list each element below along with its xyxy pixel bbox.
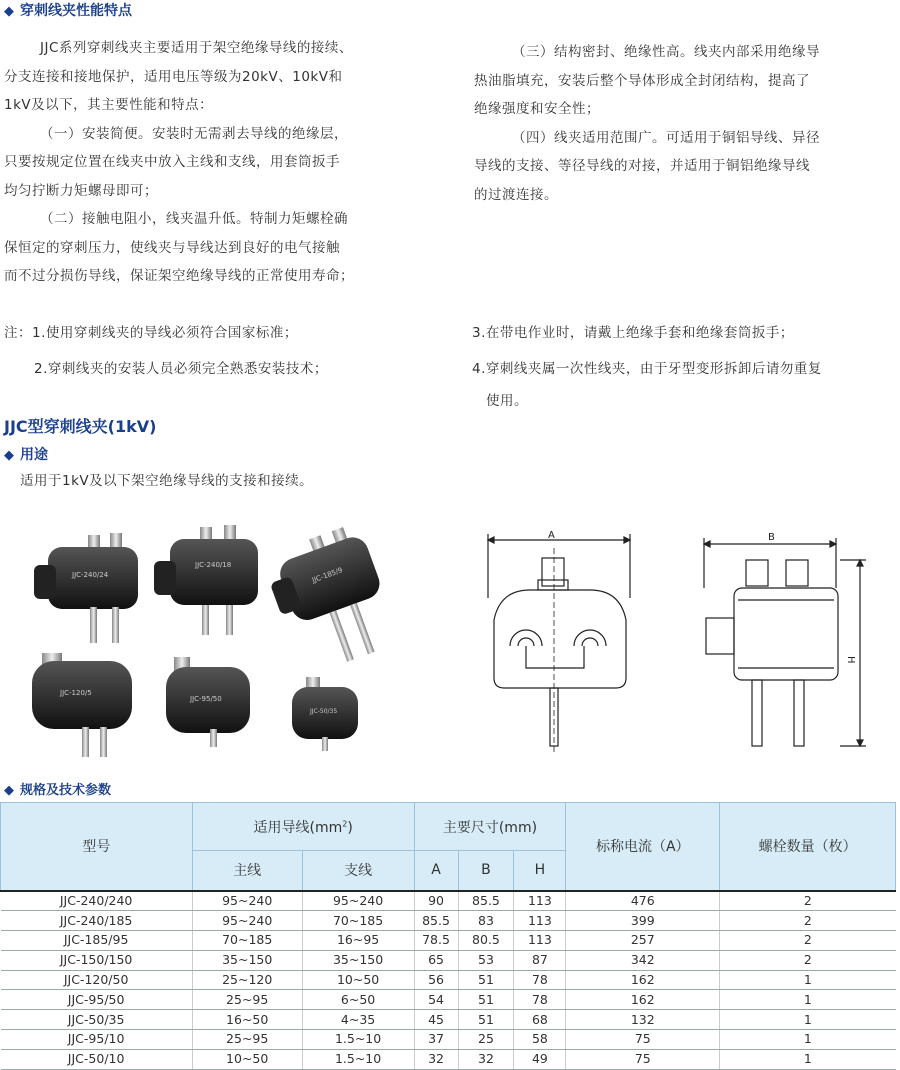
table-cell: JJC-95/50: [1, 990, 193, 1010]
table-cell: 54: [414, 990, 458, 1010]
table-cell: 75: [566, 1049, 720, 1069]
table-cell: 37: [414, 1030, 458, 1050]
left-line-9: 而不过分损伤导线，保证架空绝缘导线的正常使用寿命；: [4, 268, 354, 284]
header-dim-a: A: [414, 851, 458, 891]
table-cell: JJC-185/95: [1, 931, 193, 951]
table-cell: 51: [458, 990, 514, 1010]
table-row: [1, 1049, 896, 1069]
left-line-7: （二）接触电阻小，线夹温升低。特制力矩螺栓确: [40, 211, 348, 227]
product-heading: JJC型穿刺线夹(1kV): [4, 417, 157, 436]
table-cell: 6~50: [302, 990, 414, 1010]
table-cell: 1.5~10: [302, 1049, 414, 1069]
table-row: [1, 950, 896, 970]
table-cell: 68: [514, 1010, 566, 1030]
table-cell: 113: [514, 911, 566, 931]
left-line-5: 只要按规定位置在线夹中放入主线和支线，用套筒扳手: [4, 154, 340, 170]
table-cell: 1.5~10: [302, 1030, 414, 1050]
table-cell: 132: [566, 1010, 720, 1030]
note-1: 注：1.使用穿刺线夹的导线必须符合国家标准；: [4, 325, 298, 341]
left-line-1: JJC系列穿刺线夹主要适用于架空绝缘导线的接续、: [40, 40, 353, 56]
table-cell: 70~185: [192, 931, 302, 951]
table-cell: JJC-95/10: [1, 1030, 193, 1050]
table-cell: JJC-240/240: [1, 891, 193, 911]
side-view-drawing: [690, 528, 870, 758]
right-column: [474, 38, 820, 209]
header-model: 型号: [1, 803, 193, 891]
header-wire-sup: 2: [342, 818, 348, 828]
table-cell: 51: [458, 970, 514, 990]
note-4-cont: 使用。: [486, 393, 528, 409]
table-cell: 65: [414, 950, 458, 970]
table-cell: 87: [514, 950, 566, 970]
header-main-wire: 主线: [192, 851, 302, 891]
table-cell: JJC-150/150: [1, 950, 193, 970]
dim-label-b: B: [768, 532, 775, 543]
table-cell: 75: [566, 1030, 720, 1050]
table-cell: 32: [414, 1049, 458, 1069]
table-cell: 2: [720, 891, 896, 911]
header-current: 标称电流（A）: [566, 803, 720, 891]
table-cell: 10~50: [192, 1049, 302, 1069]
table-cell: 70~185: [302, 911, 414, 931]
header-bolts: 螺栓数量（枚）: [720, 803, 896, 891]
table-cell: 35~150: [192, 950, 302, 970]
table-cell: 113: [514, 931, 566, 951]
right-line-5: 导线的支接、等径导线的对接，并适用于铜铝绝缘导线: [474, 158, 810, 174]
front-view-drawing: [480, 528, 640, 758]
spec-table-body: [1, 891, 896, 1070]
header-branch-wire: 支线: [302, 851, 414, 891]
table-cell: 95~240: [302, 891, 414, 911]
clamp-photo-4: [32, 653, 132, 757]
dim-label-h: H: [845, 656, 856, 664]
clamp-label-4: JJC-120/5: [60, 689, 92, 697]
table-cell: 80.5: [458, 931, 514, 951]
table-cell: 342: [566, 950, 720, 970]
table-cell: 2: [720, 911, 896, 931]
clamp-label-1: JJC-240/24: [72, 571, 109, 579]
usage-heading-text: 用途: [20, 447, 48, 463]
diamond-bullet-icon: ◆: [4, 4, 14, 19]
table-cell: 476: [566, 891, 720, 911]
right-line-1: （三）结构密封、绝缘性高。线夹内部采用绝缘导: [512, 44, 820, 60]
table-cell: JJC-120/50: [1, 970, 193, 990]
clamp-label-3: JJC-185/9: [311, 566, 344, 585]
note-2: 2.穿刺线夹的安装人员必须完全熟悉安装技术；: [34, 361, 328, 377]
table-cell: JJC-50/10: [1, 1049, 193, 1069]
table-cell: JJC-50/35: [1, 1010, 193, 1030]
header-wire: [192, 803, 414, 851]
table-cell: 95~240: [192, 911, 302, 931]
table-cell: 56: [414, 970, 458, 990]
header-dim-b: B: [458, 851, 514, 891]
table-cell: 1: [720, 1030, 896, 1050]
spec-table: [0, 802, 896, 1070]
usage-text: 适用于1kV及以下架空绝缘导线的支接和接续。: [20, 473, 314, 489]
table-row: [1, 911, 896, 931]
table-cell: 35~150: [302, 950, 414, 970]
right-line-6: 的过渡连接。: [474, 186, 558, 203]
diamond-bullet-icon: ◆: [4, 448, 14, 463]
table-cell: 49: [514, 1049, 566, 1069]
table-cell: 83: [458, 911, 514, 931]
clamp-photo-5: [166, 657, 250, 747]
product-photos: [30, 515, 390, 765]
spec-heading-text: 规格及技术参数: [20, 783, 112, 798]
table-cell: 78.5: [414, 931, 458, 951]
header-wire-end: ): [347, 819, 353, 836]
table-cell: 1: [720, 1049, 896, 1069]
table-cell: 16~95: [302, 931, 414, 951]
right-line-3: 绝缘强度和安全性；: [474, 101, 600, 117]
table-cell: 32: [458, 1049, 514, 1069]
table-cell: 78: [514, 970, 566, 990]
clamp-photo-2: [154, 525, 258, 635]
table-row: [1, 1010, 896, 1030]
table-cell: 399: [566, 911, 720, 931]
note-4: 4.穿刺线夹属一次性线夹，由于牙型变形拆卸后请勿重复: [472, 361, 822, 377]
clamp-label-6: JJC-50/35: [310, 708, 338, 715]
usage-heading: [4, 444, 48, 464]
table-cell: 1: [720, 970, 896, 990]
diamond-bullet-icon: ◆: [4, 783, 14, 798]
note-3: 3.在带电作业时，请戴上绝缘手套和绝缘套筒扳手；: [472, 325, 794, 341]
table-cell: 51: [458, 1010, 514, 1030]
clamp-photo-1: [34, 533, 138, 643]
table-cell: 162: [566, 990, 720, 1010]
table-row: [1, 891, 896, 911]
table-cell: 58: [514, 1030, 566, 1050]
table-cell: 1: [720, 990, 896, 1010]
table-cell: 1: [720, 1010, 896, 1030]
table-cell: 45: [414, 1010, 458, 1030]
table-cell: 95~240: [192, 891, 302, 911]
left-line-2: 分支连接和接地保护，适用电压等级为20kV、10kV和: [4, 68, 343, 85]
table-cell: 78: [514, 990, 566, 1010]
clamp-label-5: JJC-95/50: [190, 695, 222, 703]
table-cell: 85.5: [458, 891, 514, 911]
table-cell: 85.5: [414, 911, 458, 931]
features-heading: [4, 0, 132, 20]
table-cell: 25~120: [192, 970, 302, 990]
header-dim-h: H: [514, 851, 566, 891]
table-cell: 25~95: [192, 1030, 302, 1050]
left-line-8: 保恒定的穿刺压力，使线夹与导线达到良好的电气接触: [4, 239, 340, 256]
table-cell: JJC-240/185: [1, 911, 193, 931]
spec-heading: [4, 779, 111, 798]
right-line-4: （四）线夹适用范围广。可适用于铜铝导线、异径: [512, 129, 820, 146]
table-cell: 25~95: [192, 990, 302, 1010]
table-cell: 257: [566, 931, 720, 951]
clamp-photo-6: [292, 677, 358, 751]
clamp-photo-3: [260, 522, 390, 678]
table-cell: 2: [720, 931, 896, 951]
table-cell: 113: [514, 891, 566, 911]
left-line-6: 均匀拧断力矩螺母即可；: [4, 182, 158, 199]
left-line-4: （一）安装简便。安装时无需剥去导线的绝缘层，: [40, 125, 348, 142]
table-cell: 162: [566, 970, 720, 990]
clamp-label-2: JJC-240/18: [195, 561, 232, 569]
table-cell: 25: [458, 1030, 514, 1050]
table-cell: 4~35: [302, 1010, 414, 1030]
table-cell: 10~50: [302, 970, 414, 990]
header-dimensions: 主要尺寸(mm): [414, 803, 566, 851]
table-row: [1, 990, 896, 1010]
table-cell: 90: [414, 891, 458, 911]
table-row: [1, 931, 896, 951]
right-line-2: 热油脂填充，安装后整个导体形成全封闭结构，提高了: [474, 72, 810, 89]
left-column: [4, 34, 354, 291]
table-cell: 16~50: [192, 1010, 302, 1030]
features-heading-text: 穿刺线夹性能特点: [20, 3, 132, 19]
left-line-3: 1kV及以下，其主要性能和特点：: [4, 97, 214, 113]
table-row: [1, 1030, 896, 1050]
table-cell: 53: [458, 950, 514, 970]
table-cell: 2: [720, 950, 896, 970]
table-row: [1, 970, 896, 990]
header-wire-text: 适用导线(mm: [253, 819, 343, 836]
dim-label-a: A: [548, 530, 555, 541]
